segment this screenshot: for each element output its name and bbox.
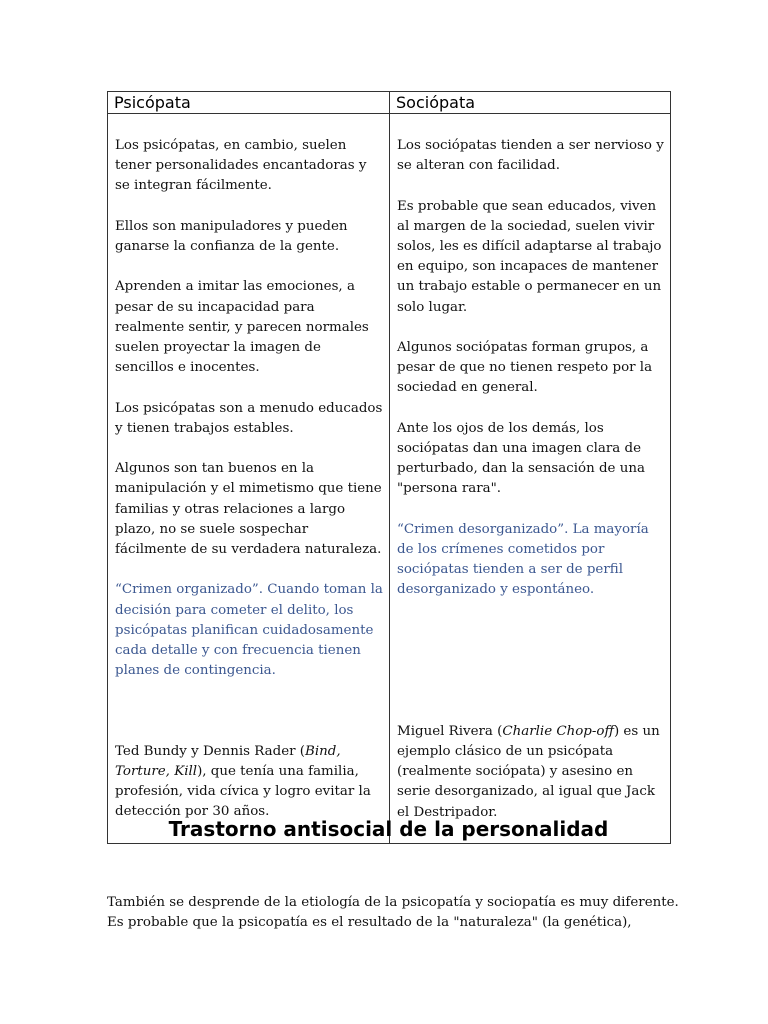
section-title: Trastorno antisocial de la personalidad: [168, 817, 609, 841]
table-content-row: [108, 114, 671, 844]
psicopata-crime-note: “Crimen organizado”. Cuando toman la decisión para cometer el delito, los psicópatas planifican cuidadosamente cada detalle y con frecuencia tienen planes de contingencia.: [115, 582, 383, 679]
psicopata-paragraph: Algunos son tan buenos en la manipulación y el mimetismo que tiene familias y otras relaciones a largo plazo, no se suele sospechar fácilmente de su verdadera naturaleza.: [115, 461, 382, 557]
sociopata-paragraph: Algunos sociópatas forman grupos, a pesar de que no tienen respeto por la sociedad en general.: [397, 340, 653, 396]
spacer: [115, 702, 383, 742]
table-header-row: [108, 92, 671, 114]
example-prefix: Miguel Rivera (: [397, 723, 503, 739]
psicopata-paragraph: Aprenden a imitar las emociones, a pesar de su incapacidad para realmente sentir, y parecen normales suelen proyectar la imagen de sencillos e inocentes.: [115, 279, 369, 376]
psicopata-paragraph: Ellos son manipuladores y pueden ganarse la confianza de la gente.: [115, 218, 348, 254]
body-line: También se desprende de la etiología de la psicopatía y sociopatía es muy diferente.: [107, 895, 679, 910]
example-prefix: Ted Bundy y Dennis Rader (: [115, 743, 306, 759]
spacer: [397, 621, 664, 722]
example-suffix: ) es un ejemplo clásico de un psicópata (realmente sociópata) y asesino en serie desorganizado, al igual que Jack el Destripador.: [397, 723, 660, 820]
body-paragraph: [107, 893, 687, 933]
example-italic: Charlie Chop-off: [502, 723, 614, 739]
sociopata-paragraph: Ante los ojos de los demás, los sociópatas dan una imagen clara de perturbado, dan la sensación de una "persona rara".: [397, 420, 645, 497]
psicopata-paragraph: Los psicópatas, en cambio, suelen tener personalidades encantadoras y se integran fácilmente.: [115, 138, 367, 194]
header-psicopata: Psicópata: [108, 92, 390, 114]
body-line: Es probable que la psicopatía es el resultado de la "naturaleza" (la genética),: [107, 915, 632, 931]
sociopata-example: [397, 722, 664, 823]
comparison-table: [107, 91, 671, 844]
sociopata-paragraph: Los sociópatas tienden a ser nervioso y se alteran con facilidad.: [397, 138, 664, 174]
psicopata-example: [115, 742, 383, 823]
header-sociopata: Sociópata: [390, 92, 671, 114]
example-suffix: ), que tenía una familia, profesión, vida cívica y logro evitar la detección por 30 años.: [115, 763, 371, 820]
sociopata-crime-note: “Crimen desorganizado”. La mayoría de los crímenes cometidos por sociópatas tienden a ser de perfil desorganizado y espontáneo.: [397, 521, 649, 598]
sociopata-paragraph: Es probable que sean educados, viven al margen de la sociedad, suelen vivir solos, les es difícil adaptarse al trabajo en equipo, son incapaces de mantener un trabajo estable o permanecer en un solo lugar.: [397, 198, 662, 315]
example-italic: Bind, Torture, Kill: [115, 743, 341, 779]
psicopata-cell: [108, 114, 390, 844]
psicopata-paragraph: Los psicópatas son a menudo educados y tienen trabajos estables.: [115, 400, 383, 436]
sociopata-cell: [390, 114, 671, 844]
